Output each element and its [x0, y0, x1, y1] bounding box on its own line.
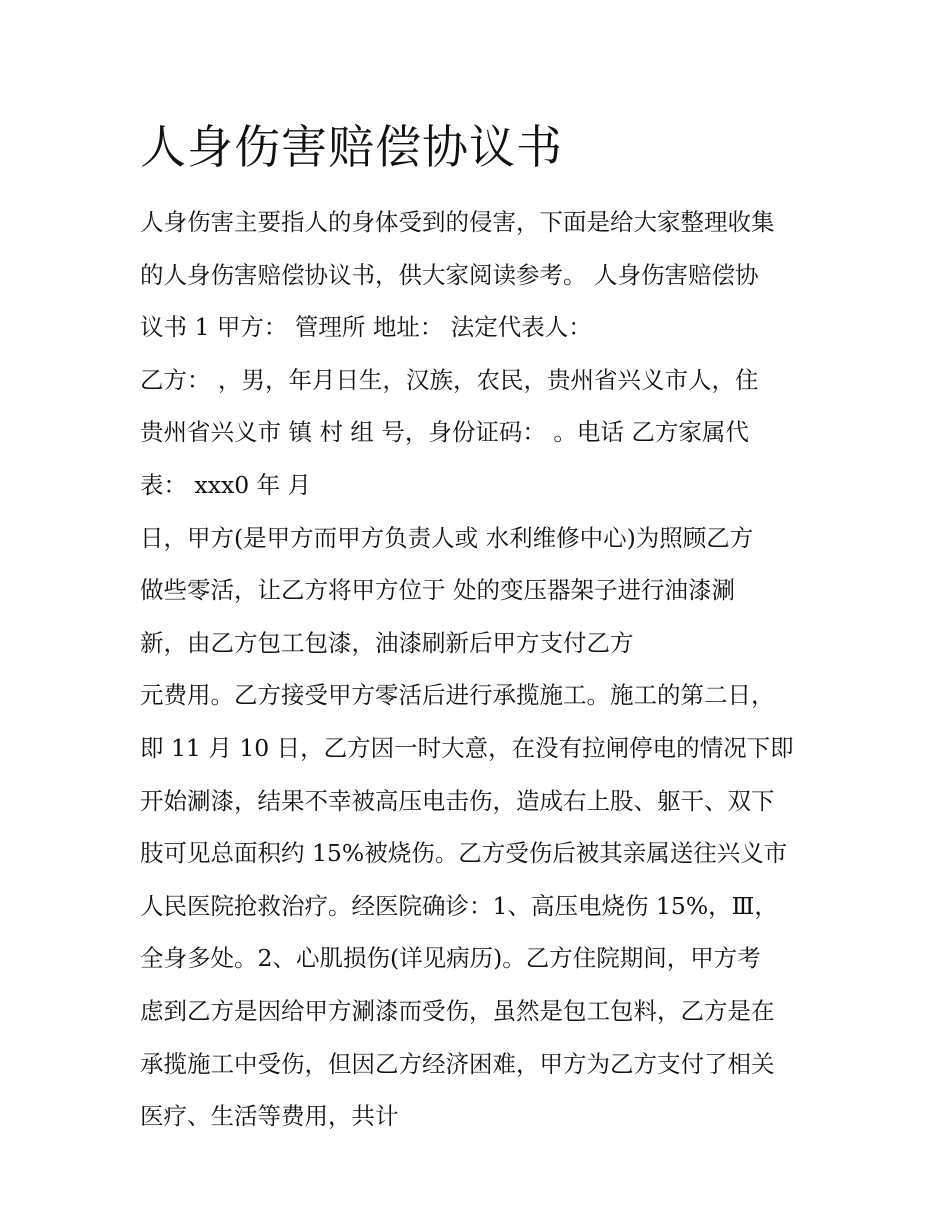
body-line: 人身伤害主要指人的身体受到的侵害，下面是给大家整理收集	[140, 208, 775, 236]
body-line: 的人身伤害赔偿协议书，供大家阅读参考。 人身伤害赔偿协	[140, 260, 759, 289]
body-line: 贵州省兴义市 镇 村 组 号，身份证码： 。电话 乙方家属代	[140, 418, 749, 447]
body-line: 乙方： ，男，年月日生，汉族，农民，贵州省兴义市人，住	[140, 365, 759, 394]
body-line: 表： xxx0 年 月	[140, 470, 312, 499]
body-line: 议书 1 甲方： 管理所 地址： 法定代表人：	[140, 313, 592, 342]
body-line: 做些零活，让乙方将甲方位于 处的变压器架子进行油漆涮	[140, 576, 735, 605]
document-title: 人身伤害赔偿协议书	[140, 120, 563, 174]
body-line: 即 11 月 10 日，乙方因一时大意，在没有拉闸停电的情况下即	[140, 733, 794, 762]
body-line: 肢可见总面积约 15%被烧伤。乙方受伤后被其亲属送往兴义市	[140, 839, 788, 868]
body-line: 日，甲方(是甲方而甲方负责人或 水利维修中心)为照顾乙方	[140, 523, 754, 552]
body-line: 人民医院抢救治疗。经医院确诊：1、高压电烧伤 15%，Ⅲ，	[140, 891, 778, 920]
body-line: 开始涮漆，结果不幸被高压电击伤，造成右上股、躯干、双下	[140, 786, 775, 815]
body-line: 承揽施工中受伤，但因乙方经济困难，甲方为乙方支付了相关	[140, 1049, 775, 1078]
body-line: 元费用。乙方接受甲方零活后进行承揽施工。施工的第二日，	[140, 681, 775, 710]
body-line: 医疗、生活等费用，共计	[140, 1102, 399, 1131]
body-line: 全身多处。2、心肌损伤(详见病历)。乙方住院期间，甲方考	[140, 944, 761, 973]
body-line: 新，由乙方包工包漆，油漆刷新后甲方支付乙方	[140, 628, 634, 657]
document-body	[140, 196, 840, 1143]
body-line: 虑到乙方是因给甲方涮漆而受伤，虽然是包工包料，乙方是在	[140, 996, 775, 1025]
